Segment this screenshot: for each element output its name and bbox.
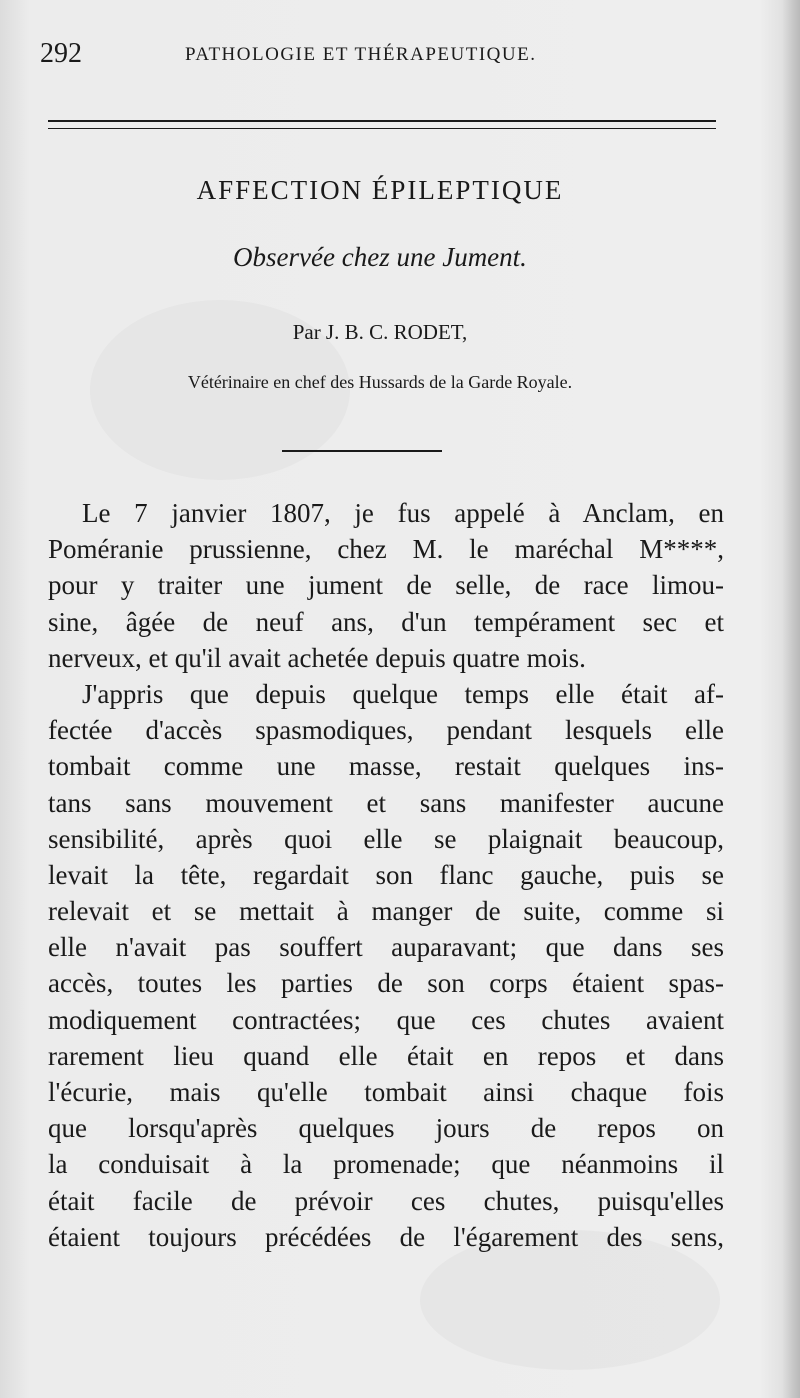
running-head: PATHOLOGIE ET THÉRAPEUTIQUE. (185, 44, 537, 65)
body-line: relevait et se mettait à manger de suite, comme si (48, 896, 724, 927)
body-line: elle n'avait pas souffert auparavant; que dans ses (48, 932, 724, 963)
body-line: étaient toujours précédées de l'égarement des sens, (48, 1221, 724, 1252)
article-title: AFFECTION ÉPILEPTIQUE (196, 175, 564, 205)
page-header (40, 38, 740, 78)
article-author: Par J. B. C. RODET, (292, 320, 468, 344)
body-line: pour y traiter une jument de selle, de race limou- (48, 570, 724, 601)
body-line: fectée d'accès spasmodiques, pendant lesquels elle (48, 715, 724, 746)
body-line: l'écurie, mais qu'elle tombait ainsi chaque fois (48, 1077, 724, 1107)
page-number: 292 (40, 38, 82, 69)
body-line: tombait comme une masse, restait quelques ins- (48, 751, 724, 782)
header-double-rule (48, 120, 716, 129)
article-subtitle: Observée chez une Jument. (233, 242, 527, 272)
body-line: J'appris que depuis quelque temps elle était af- (82, 678, 724, 709)
body-line: était facile de prévoir ces chutes, puisqu'elles (48, 1185, 724, 1216)
body-line: Poméranie prussienne, chez M. le maréchal M****, (48, 534, 724, 565)
body-line: que lorsqu'après quelques jours de repos on (48, 1113, 724, 1144)
body-line: modiquement contractées; que ces chutes avaient (48, 1004, 724, 1035)
body-line: sine, âgée de neuf ans, d'un tempérament sec et (48, 606, 724, 637)
body-line: la conduisait à la promenade; que néanmoins il (48, 1149, 724, 1180)
author-affiliation: Vétérinaire en chef des Hussards de la Garde Royale. (187, 372, 573, 392)
body-line: Le 7 janvier 1807, je fus appelé à Anclam, en (82, 498, 724, 528)
article-body (48, 495, 724, 1255)
body-line: tans sans mouvement et sans manifester aucune (48, 787, 724, 818)
body-line: sensibilité, après quoi elle se plaignait beaucoup, (48, 823, 724, 854)
body-line: nerveux, et qu'il avait achetée depuis quatre mois. (48, 642, 586, 673)
body-line: accès, toutes les parties de son corps étaient spas- (48, 968, 724, 999)
body-line: rarement lieu quand elle était en repos et dans (48, 1040, 724, 1071)
page-edge-shadow (782, 0, 800, 1398)
body-line: levait la tête, regardait son flanc gauche, puis se (48, 859, 724, 890)
section-divider (282, 450, 442, 452)
